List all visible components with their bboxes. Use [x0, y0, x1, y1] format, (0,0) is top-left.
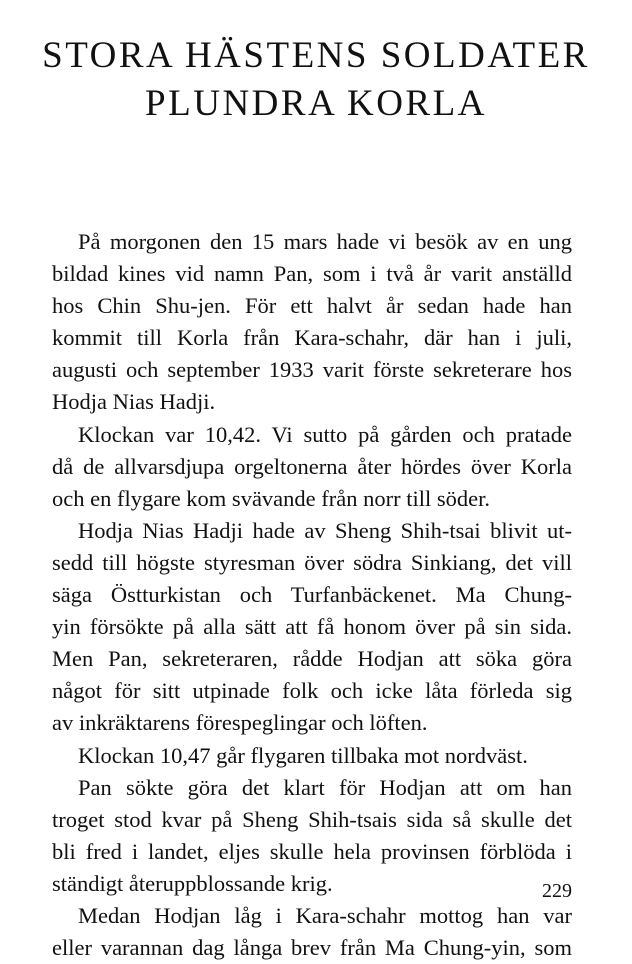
paragraph — [52, 419, 572, 515]
chapter-title-line-1: STORA HÄSTENS SOLDATER — [42, 35, 590, 76]
paragraph-line: bli fred i landet, eljes skulle hela provinsen förblöda i — [52, 838, 572, 864]
paragraph-line: och en flygare kom svävande från norr till söder. — [52, 485, 490, 511]
paragraph — [52, 900, 572, 964]
chapter-title-line-2: PLUNDRA KORLA — [145, 83, 487, 124]
paragraph-line: Pan sökte göra det klart för Hodjan att om han — [78, 774, 572, 800]
paragraph-line: Klockan 10,47 går flygaren tillbaka mot nordväst. — [78, 742, 528, 768]
paragraph-line: bildad kines vid namn Pan, som i två år varit anställd — [52, 261, 572, 287]
paragraph-line: Hodja Nias Hadji hade av Sheng Shih-tsai blivit ut- — [78, 517, 572, 543]
paragraph-line: troget stod kvar på Sheng Shih-tsais sida så skulle det — [52, 806, 572, 832]
paragraph — [52, 772, 572, 900]
paragraph-line: sedd till högste styresman över södra Sinkiang, det vill — [52, 549, 572, 575]
paragraph-line: yin försökte på alla sätt att få honom över på sin sida. — [52, 614, 572, 640]
paragraph-line: Klockan var 10,42. Vi sutto på gården och pratade — [78, 421, 572, 447]
paragraph-line: av inkräktarens förespeglingar och löften. — [52, 710, 428, 736]
paragraph-line: Medan Hodjan låg i Kara-schahr mottog han var — [78, 902, 572, 928]
paragraph-line: augusti och september 1933 varit förste sekreterare hos — [52, 357, 572, 383]
paragraph-line: Hodja Nias Hadji. — [52, 389, 216, 415]
paragraph — [52, 740, 572, 772]
paragraph — [52, 226, 572, 419]
paragraph-line: hos Chin Shu-jen. För ett halvt år sedan hade han — [52, 293, 572, 319]
paragraph-line: då de allvarsdjupa orgeltonerna åter hördes över Korla — [52, 453, 572, 479]
paragraph-line: ständigt återuppblossande krig. — [52, 870, 333, 896]
paragraph-line: eller varannan dag långa brev från Ma Chung-yin, som — [52, 935, 572, 961]
paragraph-line: något för sitt utpinade folk och icke låta förleda sig — [52, 678, 572, 704]
paragraph-line: På morgonen den 15 mars hade vi besök av en ung — [78, 229, 572, 254]
paragraph — [52, 515, 572, 740]
paragraph-line: säga Östturkistan och Turfanbäckenet. Ma Chung- — [52, 582, 572, 608]
paragraph-line: kommit till Korla från Kara-schahr, där han i juli, — [52, 325, 572, 351]
body-text — [52, 226, 572, 964]
page-number: 229 — [542, 880, 572, 902]
paragraph-line: Men Pan, sekreteraren, rådde Hodjan att söka göra — [52, 646, 572, 672]
